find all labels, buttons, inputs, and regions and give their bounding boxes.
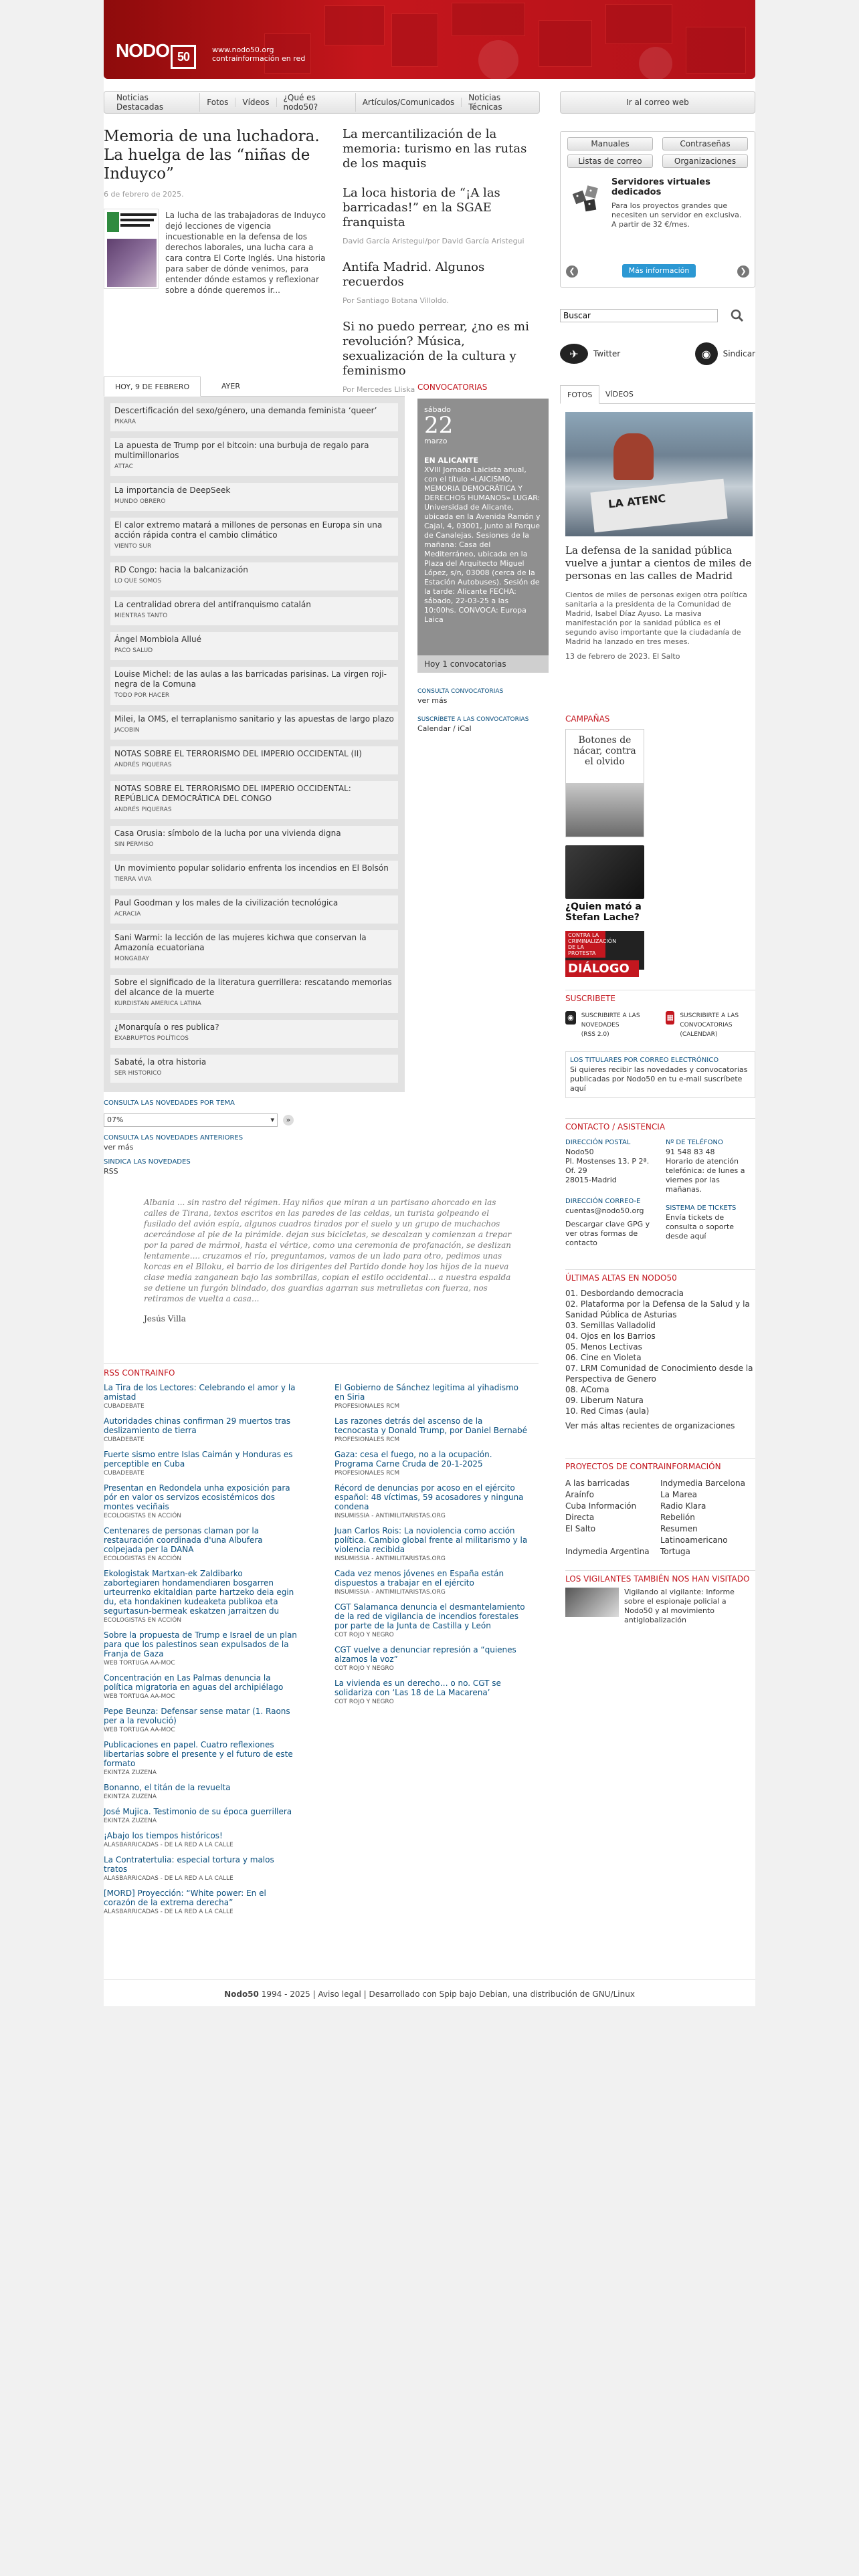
- featured-article: [104, 127, 331, 295]
- article-byline: Por Mercedes Lliska: [343, 385, 415, 394]
- quote-author: Jesús Villa: [144, 1314, 186, 1323]
- news-item[interactable]: [110, 781, 398, 819]
- server-icon: [571, 183, 605, 216]
- news-list: [104, 397, 405, 1092]
- article-byline: David García Aristegui/por David García Aristegui: [343, 237, 524, 245]
- altas-item[interactable]: 04. Ojos en los Barrios: [565, 1331, 656, 1341]
- social-links: [560, 341, 755, 366]
- email-label: DIRECCIÓN CORREO-E: [565, 1198, 641, 1205]
- subscribe-heading: SUSCRIBETE: [565, 994, 615, 1003]
- news-item[interactable]: [110, 438, 398, 476]
- rss-item: [335, 1416, 529, 1444]
- rss-item: [104, 1889, 298, 1917]
- news-item[interactable]: [110, 403, 398, 431]
- altas-item[interactable]: 05. Menos Lectivas: [565, 1342, 642, 1352]
- rss-item-title[interactable]: Ekologistak Martxan-ek Zaldibarko zabortegiaren hondamendiaren bosgarren urteurrenko ekitaldian parte hartzeko deia egin du, eta hondakinen kudeaketa publikoa eta segurtasun-bermeak eskatzen jarraitzen du: [104, 1569, 294, 1616]
- news-source: ANDRÉS PIQUERAS: [114, 762, 172, 768]
- rss-list-left: [104, 1383, 298, 1922]
- proyecto-link[interactable]: Araínfo: [565, 1490, 595, 1499]
- altas-item[interactable]: 07. LRM Comunidad de Conocimiento desde la Perspectiva de Genero: [565, 1364, 753, 1384]
- rss-item-title[interactable]: El Gobierno de Sánchez legitima al yihadismo en Siria: [335, 1383, 518, 1402]
- tab-videos[interactable]: VÍDEOS: [605, 390, 634, 399]
- twitter-link[interactable]: [560, 344, 620, 364]
- rss-item: [104, 1855, 298, 1883]
- rss-item: [335, 1645, 529, 1673]
- rss-item-title[interactable]: Publicaciones en papel. Cuatro reflexiones libertarias sobre el presente y el futuro de este formato: [104, 1740, 293, 1768]
- nav-item-videos[interactable]: Vídeos: [235, 98, 276, 107]
- subscribe-news-label: SUSCRIBIRTE A LAS NOVEDADES: [581, 1012, 640, 1029]
- campaign-dialogo-text: DIÁLOGO: [565, 960, 639, 977]
- news-title[interactable]: La importancia de DeepSeek: [114, 486, 231, 495]
- rss-item-source: CUBADEBATE: [104, 1403, 145, 1410]
- featured-image[interactable]: [104, 209, 159, 289]
- consult-convocatorias-link[interactable]: CONSULTA CONVOCATORIAS: [417, 688, 504, 695]
- vigilantes-heading: LOS VIGILANTES TAMBIÉN NOS HAN VISITADO: [565, 1574, 750, 1584]
- services-title: Servidores virtuales dedicados: [611, 177, 710, 197]
- rss-item-source: WEB TORTUGA AA-MOC: [104, 1727, 175, 1733]
- news-title[interactable]: Sobre el significado de la literatura guerrillera: rescatando memorias del alcance de la muerte: [114, 978, 392, 997]
- contrasenas-button[interactable]: Contraseñas: [662, 137, 748, 150]
- search-icon[interactable]: [730, 308, 745, 323]
- news-item[interactable]: [110, 861, 398, 889]
- media-tabs: [560, 385, 755, 404]
- subscribe-conv[interactable]: [666, 1011, 755, 1039]
- news-item[interactable]: [110, 667, 398, 705]
- rss-item: [335, 1569, 529, 1597]
- proyectos-list: [565, 1478, 755, 1558]
- see-more-link[interactable]: ver más: [104, 1143, 134, 1152]
- nav-item-tecnicas[interactable]: Noticias Técnicas: [468, 93, 502, 112]
- proyecto-link[interactable]: Radio Klara: [660, 1501, 706, 1511]
- campaign-dialogo-top: CONTRA LA CRIMINALIZACIÓN DE LA PROTESTA: [565, 931, 605, 958]
- rss-item-title[interactable]: Pepe Beunza: Defensar sense matar (1. Raons per a la revolució): [104, 1707, 290, 1725]
- rss-item-title[interactable]: José Mujica. Testimonio de su época guerrillera: [104, 1807, 292, 1816]
- quote-text: Albania ... sin rastro del régimen. Hay niños que miran a un partisano ahorcado en las calles de Tirana, textos escritos en las paredes de las celdas, un turista golpeando el fusilado del avión espía, algunos cuadros tirados por el suelo y un grupo de muchachos acercándose al pie de la pirámide. dejan sus bicicletas, se descalzan y comienzan a trepar por la pared de mármol, hasta el vértice, como una ceremonia de profanación, se deslizan lentamente.... cruzamos el río, preguntamos, vamos de un lado para otro, pedimos unas korcas en el Blloku, el barrio de los dirigentes del Partido donde hoy los hijos de la nueva clase media zanganean bajo las sombrillas, copian el estilo occidental... a nuestra espalda se detiene un furgón blindado, dos guardias agarran sus metralletas con fuerza, nos retiramos de vuelta a casa...: [144, 1198, 512, 1303]
- campaign-botones-text: Botones de nácar, contra el olvido: [573, 735, 636, 767]
- rss-item-title[interactable]: Fuerte sismo entre Islas Caimán y Honduras es perceptible en Cuba: [104, 1450, 293, 1469]
- news-title[interactable]: La centralidad obrera del antifranquismo catalán: [114, 600, 311, 609]
- postal-address: [565, 1138, 659, 1185]
- news-source: LO QUE SOMOS: [114, 578, 162, 584]
- subscribe-news-sub: (RSS 2.0): [581, 1031, 609, 1038]
- proyecto-link[interactable]: La Marea: [660, 1490, 697, 1499]
- footer-text: 1994 - 2025 | Aviso legal | Desarrollado con Spip bajo Debian, una distribución de GNU/Linux: [261, 1990, 635, 1999]
- site-url: www.nodo50.org: [212, 45, 274, 54]
- article-title[interactable]: Antifa Madrid. Algunos recuerdos: [343, 260, 485, 289]
- rss-item: [104, 1383, 298, 1411]
- rss-item-source: EKINTZA ZUZENA: [104, 1794, 157, 1800]
- page: [104, 0, 755, 2006]
- tab-today[interactable]: HOY, 9 DE FEBRERO: [104, 377, 201, 397]
- rss-link[interactable]: RSS: [104, 1167, 118, 1176]
- rss-item-source: PROFESIONALES RCM: [335, 1403, 400, 1410]
- rss-item: [335, 1602, 529, 1640]
- event-month: marzo: [424, 437, 448, 445]
- manuales-button[interactable]: Manuales: [567, 137, 653, 150]
- conv-see-more-link[interactable]: ver más: [417, 696, 448, 705]
- altas-list: [565, 1288, 755, 1431]
- rss-item-title[interactable]: La vivienda es un derecho… o no. CGT se solidariza con ‘Las 18 de La Macarena’: [335, 1679, 501, 1697]
- news-title[interactable]: Sabaté, la otra historia: [114, 1057, 207, 1067]
- altas-heading: ÚLTIMAS ALTAS EN NODO50: [565, 1273, 677, 1283]
- photo-banner-text: LA ATENC: [607, 492, 667, 511]
- logo-text: NODO: [116, 40, 169, 61]
- phone-value: 91 548 83 48 Horario de atención telefónica: de lunes a viernes por las mañanas.: [666, 1148, 745, 1194]
- listas-button[interactable]: Listas de correo: [567, 154, 653, 168]
- rss-item-source: ECOLOGISTAS EN ACCIÓN: [104, 1555, 182, 1562]
- rss-item-title[interactable]: Autoridades chinas confirman 29 muertos tras deslizamiento de tierra: [104, 1416, 291, 1435]
- rss-item: [104, 1416, 298, 1444]
- ticket-label: SISTEMA DE TICKETS: [666, 1204, 737, 1212]
- previous-news-link[interactable]: CONSULTA LAS NOVEDADES ANTERIORES: [104, 1134, 244, 1142]
- mail-subscribe-text: Si quieres recibir las novedades y convocatorias publicadas por Nodo50 en tu e-mail suscríbete aquí: [570, 1065, 748, 1093]
- tab-fotos[interactable]: FOTOS: [560, 385, 599, 404]
- news-source: TODO POR HACER: [114, 692, 170, 699]
- rss-icon: ◉: [695, 342, 718, 365]
- news-item[interactable]: [110, 518, 398, 556]
- campaigns-heading: CAMPAÑAS: [565, 714, 610, 724]
- news-title[interactable]: Milei, la OMS, el terraplanismo sanitario y las apuestas de largo plazo: [114, 714, 394, 724]
- rss-item-title[interactable]: Récord de denuncias por acoso en el ejército español: 48 víctimas, 59 acosadores y ninguna condena: [335, 1483, 524, 1511]
- photo-title[interactable]: La defensa de la sanidad pública vuelve a juntar a cientos de miles de personas en las calles de Madrid: [565, 544, 752, 582]
- rss-item-title[interactable]: ¡Abajo los tiempos históricos!: [104, 1831, 223, 1840]
- news-title[interactable]: Casa Orusia: símbolo de la lucha por una vivienda digna: [114, 829, 341, 838]
- rss-item: [104, 1740, 298, 1778]
- rss-item: [335, 1679, 529, 1707]
- rss-item-source: WEB TORTUGA AA-MOC: [104, 1660, 175, 1667]
- news-source: KURDISTAN AMERICA LATINA: [114, 1000, 201, 1007]
- featured-photo[interactable]: [565, 412, 753, 536]
- altas-item[interactable]: 02. Plataforma por la Defensa de la Salud y la Sanidad Pública de Asturias: [565, 1299, 750, 1319]
- footer: [104, 1979, 755, 1999]
- proyecto-link[interactable]: Tortuga: [660, 1547, 690, 1556]
- consult-by-topic-link[interactable]: CONSULTA LAS NOVEDADES POR TEMA: [104, 1099, 235, 1107]
- news-source: TIERRA VIVA: [114, 876, 152, 883]
- subscribe-news[interactable]: [565, 1011, 659, 1039]
- rss-item-title[interactable]: [MORD] Proyección: “White power: En el corazón de la extrema derecha”: [104, 1889, 266, 1907]
- calendar-link[interactable]: Calendar / iCal: [417, 724, 472, 733]
- news-title[interactable]: Sani Warmi: la lección de las mujeres kichwa que conservan la Amazonía ecuatoriana: [114, 933, 367, 952]
- phone-label: Nº DE TELÉFONO: [666, 1139, 723, 1146]
- news-item[interactable]: [110, 632, 398, 660]
- subscribe-convocatorias-link[interactable]: SUSCRÍBETE A LAS CONVOCATORIAS: [417, 716, 529, 723]
- syndicate-label: Sindicar: [723, 349, 755, 358]
- vigilantes-text: Vigilando al vigilante: Informe sobre el espionaje policial a Nodo50 y al movimiento antiglobalización: [624, 1588, 735, 1624]
- topic-select[interactable]: [104, 1113, 278, 1127]
- search-input[interactable]: [560, 309, 718, 322]
- rss-item: [104, 1569, 298, 1625]
- rss-item-title[interactable]: Centenares de personas claman por la restauración coordinada d'una Albufera colpejada per la DANA: [104, 1526, 263, 1554]
- rss-icon: ◉: [565, 1011, 576, 1025]
- campaign-stefan-text: ¿Quien mató a Stefan Lache?: [565, 901, 642, 923]
- rss-item: [104, 1483, 298, 1521]
- rss-item-source: ECOLOGISTAS EN ACCIÓN: [104, 1617, 182, 1624]
- secondary-articles: [343, 127, 540, 409]
- rss-item-title[interactable]: Bonanno, el titán de la revuelta: [104, 1783, 231, 1792]
- rss-item: [335, 1450, 529, 1478]
- ticket-block: [666, 1204, 755, 1241]
- news-title[interactable]: Louise Michel: de las aulas a las barricadas parisinas. La virgen roji-negra de la Comuna: [114, 669, 387, 689]
- news-item[interactable]: [110, 1020, 398, 1048]
- news-item[interactable]: [110, 483, 398, 511]
- convocatorias-links: [417, 686, 549, 742]
- rss-item-title[interactable]: Juan Carlos Rois: La noviolencia como acción política. Cambio global frente al militarismo y la violencia recibida: [335, 1526, 528, 1554]
- email-block: [565, 1197, 659, 1248]
- news-item[interactable]: [110, 746, 398, 774]
- article-title[interactable]: La loca historia de “¡A las barricadas!” en la SGAE franquista: [343, 186, 500, 229]
- news-source: MONGABAY: [114, 956, 149, 962]
- news-footer: [104, 1099, 405, 1176]
- rss-item-source: INSUMISSIA - ANTIMILITARISTAS.ORG: [335, 1513, 446, 1519]
- services-text: Para los proyectos grandes que necesiten un servidor en exclusiva. A partir de 32 €/mes.: [611, 201, 742, 229]
- rss-item-title[interactable]: Concentración en Las Palmas denuncia la política migratoria en aguas del archipiélago: [104, 1673, 284, 1692]
- rss-item: [104, 1630, 298, 1668]
- proyecto-link[interactable]: Cuba Información: [565, 1501, 637, 1511]
- today-count[interactable]: Hoy 1 convocatorias: [417, 655, 549, 673]
- news-source: ATTAC: [114, 463, 133, 470]
- proyecto-link[interactable]: Indymedia Argentina: [565, 1547, 650, 1556]
- syndicate-link[interactable]: [695, 342, 755, 365]
- chevron-down-icon: ▾: [270, 1115, 274, 1124]
- search-bar: [560, 305, 755, 326]
- proyecto-link[interactable]: A las barricadas: [565, 1479, 630, 1488]
- news-title[interactable]: El calor extremo matará a millones de personas en Europa sin una acción rápida contra el cambio climático: [114, 520, 383, 540]
- article-item: [343, 260, 540, 305]
- news-item[interactable]: [110, 930, 398, 968]
- altas-item[interactable]: 09. Liberum Natura: [565, 1396, 644, 1405]
- rss-item-source: EKINTZA ZUZENA: [104, 1769, 157, 1776]
- postal-value: Nodo50 Pl. Mostenses 13. P 2ª. Of. 29 28015-Madrid: [565, 1148, 650, 1184]
- news-title[interactable]: ¿Monarquía o res publica?: [114, 1023, 219, 1032]
- next-arrow-icon[interactable]: ❯: [737, 265, 749, 278]
- rss-item-source: ALASBARRICADAS - DE LA RED A LA CALLE: [104, 1842, 233, 1848]
- altas-item[interactable]: 08. AComa: [565, 1385, 609, 1394]
- news-source: PIKARA: [114, 419, 136, 425]
- vigilantes-item[interactable]: [565, 1588, 755, 1625]
- news-item[interactable]: [110, 1055, 398, 1083]
- nav-item-articulos[interactable]: Artículos/Comunicados: [356, 98, 462, 107]
- rss-item: [104, 1450, 298, 1478]
- topic-select-value: 07%: [107, 1115, 124, 1124]
- proyecto-link[interactable]: Indymedia Barcelona: [660, 1479, 745, 1488]
- news-title[interactable]: La apuesta de Trump por el bitcoin: una burbuja de regalo para multimillonarios: [114, 441, 369, 460]
- convocatorias-heading: CONVOCATORIAS: [417, 383, 488, 392]
- news-item[interactable]: [110, 975, 398, 1013]
- news-title[interactable]: Un movimiento popular solidario enfrenta los incendios en El Bolsón: [114, 863, 389, 873]
- mail-subscribe-title: LOS TITULARES POR CORREO ELECTRÓNICO: [570, 1057, 719, 1064]
- event-weekday: sábado: [424, 405, 451, 414]
- news-source: ANDRÉS PIQUERAS: [114, 807, 172, 813]
- news-source: SER HISTORICO: [114, 1070, 162, 1077]
- proyectos-heading: PROYECTOS DE CONTRAINFORMACIÓN: [565, 1462, 721, 1471]
- photo-caption: [565, 544, 753, 661]
- featured-title[interactable]: Memoria de una luchadora. La huelga de las “niñas de Induyco”: [104, 128, 320, 183]
- convocatoria-card[interactable]: [417, 399, 549, 673]
- rss-item-title[interactable]: Las razones detrás del ascenso de la tecnocasta y Donald Trump, por Daniel Bernabé: [335, 1416, 528, 1435]
- news-title[interactable]: Descertificación del sexo/género, una demanda feminista ‘queer’: [114, 406, 377, 415]
- event-body: XVIII Jornada Laicista anual, con el título «LAICISMO, MEMORIA DEMOCRÁTICA Y DERECHOS HUMANOS» LUGAR: Universidad de Alicante, ubicada en la Avenida Ramón y Cajal, 4, 03001, junto al Parque de Canalejas. Sesiones de la mañana: Casa del Mediterráneo, ubicada en la Plaza del Arquitecto Miguel López, s/n, 03008 (cerca de la Estación Autobuses). Sesión de la tarde: Alicante FECHA: sábado, 22-03-25 a las 10:00hs. CONVOCA: Europa Laica: [424, 465, 541, 624]
- news-title[interactable]: RD Congo: hacia la balcanización: [114, 565, 248, 574]
- news-title[interactable]: NOTAS SOBRE EL TERRORISMO DEL IMPERIO OCCIDENTAL: REPÚBLICA DEMOCRÁTICA DEL CONGO: [114, 784, 351, 803]
- rss-item-source: COT ROJO Y NEGRO: [335, 1699, 394, 1705]
- literary-quote: [144, 1197, 518, 1324]
- news-tabs: [104, 377, 405, 397]
- campaign-stefan[interactable]: [565, 845, 644, 926]
- logo-tagline: [212, 45, 305, 63]
- altas-more-link[interactable]: Ver más altas recientes de organizaciones: [565, 1421, 735, 1430]
- altas-item[interactable]: 10. Red Cimas (aula): [565, 1406, 650, 1416]
- ticket-link[interactable]: Envía tickets de consulta o soporte desde aquí: [666, 1213, 735, 1241]
- rss-item-source: INSUMISSIA - ANTIMILITARISTAS.ORG: [335, 1589, 446, 1596]
- syndicate-news-link[interactable]: SINDICA LAS NOVEDADES: [104, 1158, 191, 1166]
- photo-date: 13 de febrero de 2023. El Salto: [565, 652, 680, 661]
- altas-item[interactable]: 06. Cine en Violeta: [565, 1353, 642, 1362]
- rss-item-source: ALASBARRICADAS - DE LA RED A LA CALLE: [104, 1909, 233, 1915]
- news-item[interactable]: [110, 826, 398, 854]
- news-title[interactable]: NOTAS SOBRE EL TERRORISMO DEL IMPERIO OCCIDENTAL (II): [114, 749, 362, 758]
- logo[interactable]: [116, 40, 196, 69]
- rss-item: [104, 1831, 298, 1850]
- rss-item-source: PROFESIONALES RCM: [335, 1436, 400, 1443]
- campaign-dialogo[interactable]: [565, 931, 644, 976]
- article-byline: Por Santiago Botana Villoldo.: [343, 296, 449, 305]
- rss-item-source: PROFESIONALES RCM: [335, 1470, 400, 1477]
- prev-arrow-icon[interactable]: ❮: [566, 265, 578, 278]
- nav-item-fotos[interactable]: Fotos: [200, 98, 235, 107]
- article-title[interactable]: La mercantilización de la memoria: turismo en las rutas de los maquis: [343, 127, 527, 171]
- article-item: [343, 127, 540, 171]
- rss-item-source: ECOLOGISTAS EN ACCIÓN: [104, 1513, 182, 1519]
- vigilantes-image: [565, 1588, 619, 1617]
- news-source: MIENTRAS TANTO: [114, 613, 168, 619]
- article-item: [343, 186, 540, 245]
- go-icon[interactable]: »: [283, 1115, 294, 1125]
- rss-list-right: [335, 1383, 529, 1712]
- photo-text: Cientos de miles de personas exigen otra política sanitaria a la presidenta de la Comunidad de Madrid, Isabel Díaz Ayuso. La masiva manifestación por la sanidad pública es el segundo aviso importante que la ciudadanía de Madrid ha lanzado en tres meses.: [565, 591, 747, 646]
- event-day: 22: [424, 412, 454, 439]
- featured-summary: La lucha de las trabajadoras de Induyco dejó lecciones de vigencia incuestionable en la defensa de los derechos laborales, una lucha cara a cara contra El Corte Inglés. Una historia para saber de dónde venimos, para entender dónde estamos y reflexionar sobre a dónde queremos ir...: [165, 211, 326, 295]
- event-place: EN ALICANTE: [424, 456, 478, 465]
- proyecto-link[interactable]: El Salto: [565, 1524, 596, 1533]
- proyecto-link[interactable]: Directa: [565, 1513, 595, 1522]
- rss-item-source: EKINTZA ZUZENA: [104, 1818, 157, 1824]
- news-source: MUNDO OBRERO: [114, 498, 166, 505]
- main-nav: [104, 91, 540, 114]
- tagline: contrainformación en red: [212, 54, 306, 63]
- news-title[interactable]: Paul Goodman y los males de la civilización tecnológica: [114, 898, 339, 907]
- mail-subscribe-box[interactable]: [565, 1051, 755, 1098]
- proyecto-link[interactable]: Resumen Latinoamericano: [660, 1524, 728, 1545]
- more-info-button[interactable]: Más información: [622, 264, 696, 278]
- subscribe-conv-label: SUSCRIBIRTE A LAS CONVOCATORIAS: [680, 1012, 739, 1029]
- rss-heading: RSS CONTRAINFO: [104, 1368, 175, 1378]
- rss-item: [104, 1526, 298, 1564]
- rss-item-source: COT ROJO Y NEGRO: [335, 1632, 394, 1638]
- news-item[interactable]: [110, 712, 398, 740]
- rss-item: [335, 1526, 529, 1564]
- altas-item[interactable]: 03. Semillas Valladolid: [565, 1321, 656, 1330]
- subscribe-conv-sub: (CALENDAR): [680, 1031, 718, 1038]
- phone-block: [666, 1138, 755, 1194]
- rss-item-title[interactable]: Gaza: cesa el fuego, no a la ocupación. Programa Carne Cruda de 20-1-2025: [335, 1450, 492, 1469]
- organizaciones-button[interactable]: Organizaciones: [662, 154, 748, 168]
- twitter-icon: ✈: [560, 344, 588, 364]
- rss-item-title[interactable]: CGT Salamanca denuncia el desmantelamiento de la red de vigilancia de incendios forestales por parte de la Junta de Castilla y León: [335, 1602, 525, 1630]
- featured-date: 6 de febrero de 2025.: [104, 190, 184, 199]
- altas-item[interactable]: 01. Desbordando democracia: [565, 1289, 684, 1298]
- postal-label: DIRECCIÓN POSTAL: [565, 1139, 631, 1146]
- calendar-icon: ▦: [666, 1011, 674, 1025]
- tab-yesterday[interactable]: AYER: [221, 382, 240, 391]
- news-source: SIN PERMISO: [114, 841, 154, 848]
- rss-item: [335, 1383, 529, 1411]
- rss-item: [104, 1783, 298, 1802]
- proyecto-link[interactable]: Rebelión: [660, 1513, 695, 1522]
- webmail-button[interactable]: Ir al correo web: [560, 91, 755, 114]
- rss-item-title[interactable]: Presentan en Redondela unha exposición para pór en valor os servizos ecosistémicos dos montes veciñais: [104, 1483, 290, 1511]
- rss-item-title[interactable]: La Tira de los Lectores: Celebrando el amor y la amistad: [104, 1383, 296, 1402]
- rss-item-title[interactable]: CGT vuelve a denunciar represión a “quienes alzamos la voz”: [335, 1645, 516, 1664]
- email-link[interactable]: cuentas@nodo50.org: [565, 1206, 644, 1215]
- news-title[interactable]: Ángel Mombiola Allué: [114, 635, 202, 644]
- nav-item-destacadas[interactable]: Noticias Destacadas: [110, 93, 200, 112]
- article-title[interactable]: Si no puedo perrear, ¿no es mi revolución? Música, sexualización de la cultura y feminismo: [343, 320, 529, 378]
- rss-item: [104, 1673, 298, 1701]
- rss-item: [104, 1807, 298, 1826]
- logo-box: 50: [171, 45, 196, 69]
- rss-item-source: CUBADEBATE: [104, 1470, 145, 1477]
- contact-heading: CONTACTO / ASISTENCIA: [565, 1122, 666, 1132]
- rss-item: [104, 1707, 298, 1735]
- gpg-link[interactable]: Descargar clave GPG y ver otras formas de contacto: [565, 1220, 650, 1247]
- twitter-label: Twitter: [593, 349, 621, 358]
- news-source: ACRACIA: [114, 911, 141, 918]
- rss-item-source: CUBADEBATE: [104, 1436, 145, 1443]
- news-item[interactable]: [110, 562, 398, 591]
- header-banner: [104, 0, 755, 79]
- news-source: EXABRUPTOS POLÍTICOS: [114, 1035, 189, 1042]
- news-source: PACO SALUD: [114, 647, 153, 654]
- rss-item-title[interactable]: La Contratertulia: especial tortura y malos tratos: [104, 1855, 274, 1874]
- rss-item-title[interactable]: Cada vez menos jóvenes en España están dispuestos a trabajar en el ejército: [335, 1569, 504, 1588]
- nav-item-que-es[interactable]: ¿Qué es nodo50?: [277, 93, 356, 112]
- services-box: [560, 131, 755, 288]
- news-item[interactable]: [110, 895, 398, 924]
- news-source: JACOBIN: [114, 727, 140, 734]
- news-item[interactable]: [110, 597, 398, 625]
- campaign-botones[interactable]: [565, 729, 644, 837]
- rss-item: [335, 1483, 529, 1521]
- footer-brand[interactable]: Nodo50: [224, 1990, 259, 1999]
- rss-item-source: INSUMISSIA - ANTIMILITARISTAS.ORG: [335, 1555, 446, 1562]
- rss-item-source: WEB TORTUGA AA-MOC: [104, 1693, 175, 1700]
- rss-item-source: ALASBARRICADAS - DE LA RED A LA CALLE: [104, 1875, 233, 1882]
- rss-item-title[interactable]: Sobre la propuesta de Trump e Israel de un plan para que los palestinos sean expulsados de la Franja de Gaza: [104, 1630, 297, 1658]
- rss-item-source: COT ROJO Y NEGRO: [335, 1665, 394, 1672]
- news-source: VIENTO SUR: [114, 543, 152, 550]
